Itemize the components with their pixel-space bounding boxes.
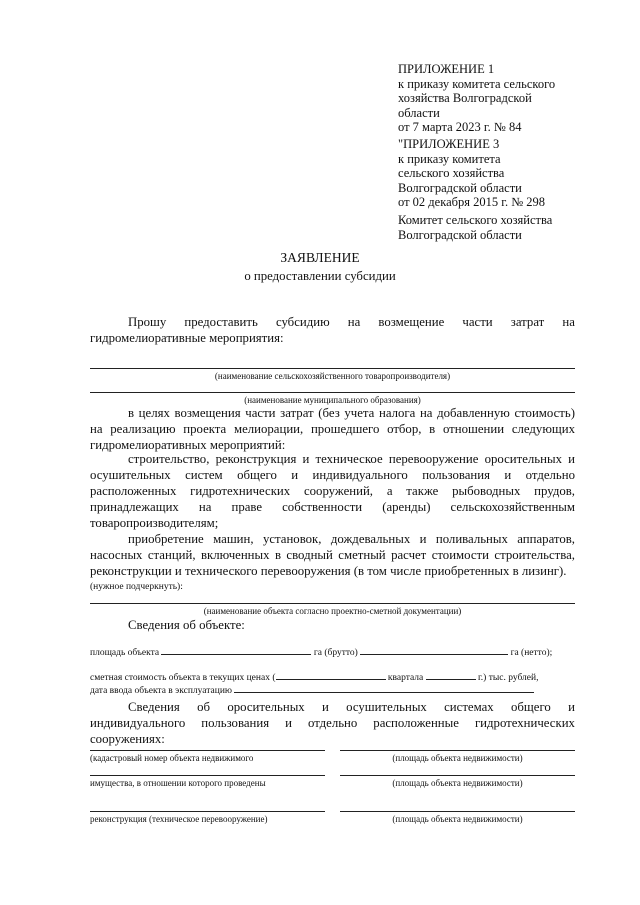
- cadastral-number-field[interactable]: [90, 750, 325, 751]
- cost-row: [90, 670, 575, 683]
- systems-line-1: [128, 699, 575, 715]
- request-word: части: [462, 315, 493, 329]
- appendix-3-line: "ПРИЛОЖЕНИЕ 3: [398, 137, 500, 151]
- area-gross-field[interactable]: [161, 645, 311, 655]
- municipality-field[interactable]: [90, 392, 575, 393]
- appendix-3-block: [398, 137, 545, 210]
- municipality-caption: (наименование муниципального образования): [244, 395, 421, 405]
- cadastral-number-field[interactable]: [90, 775, 325, 776]
- option-line: строительство, реконструкция и техническое перевооружение оросительных и: [128, 452, 575, 466]
- producer-name-field[interactable]: [90, 368, 575, 369]
- request-word: Прошу: [128, 315, 167, 329]
- cost-label: сметная стоимость объекта в текущих ценах (: [90, 673, 276, 683]
- option-line: товаропроизводителям;: [90, 516, 219, 530]
- systems-word: осушительных: [346, 700, 427, 714]
- request-word: на: [562, 315, 575, 329]
- appendix-1-line: от 7 марта 2023 г. № 84: [398, 120, 522, 134]
- cost-date-field[interactable]: [276, 670, 386, 680]
- systems-line-2: [90, 715, 575, 731]
- object-info-title: Сведения об объекте:: [128, 618, 245, 632]
- purpose-paragraph: [90, 405, 575, 453]
- addressee-line: Волгоградской области: [398, 227, 522, 242]
- table-left-caption: имущества, в отношении которого проведены: [90, 778, 266, 788]
- systems-word: об: [197, 700, 211, 714]
- request-word: предоставить: [184, 315, 258, 329]
- cadastral-number-field[interactable]: [90, 811, 325, 812]
- request-word: затрат: [510, 315, 545, 329]
- systems-word: Сведения: [128, 700, 180, 714]
- table-right-caption: (площадь объекта недвижимости): [392, 814, 523, 824]
- cost-unit-label: г.) тыс. рублей,: [477, 673, 539, 683]
- option-construction[interactable]: [90, 451, 575, 531]
- addressee-block: [398, 213, 552, 242]
- cost-quarter-label: квартала: [387, 673, 424, 683]
- option-equipment[interactable]: [90, 531, 575, 579]
- table-right-caption: (площадь объекта недвижимости): [392, 778, 523, 788]
- area-gross-unit: га (брутто): [313, 648, 358, 658]
- systems-word: и: [568, 700, 575, 714]
- systems-word: отдельно: [307, 716, 358, 730]
- systems-word: индивидуального: [90, 716, 186, 730]
- systems-word: и: [322, 700, 329, 714]
- area-row: [90, 645, 575, 658]
- appendix-3-line: к приказу комитета: [398, 151, 501, 166]
- appendix-1-line: области: [398, 105, 440, 120]
- systems-line-3: сооружениях:: [90, 732, 165, 746]
- appendix-1-block: [398, 62, 555, 135]
- request-line-2: гидромелиоративные мероприятия:: [90, 331, 284, 345]
- table-left-caption: (кадастровый номер объекта недвижимого: [90, 753, 254, 763]
- request-word: на: [347, 315, 361, 329]
- property-area-field[interactable]: [340, 775, 575, 776]
- request-word: возмещение: [378, 315, 445, 329]
- commission-date-field[interactable]: [234, 683, 534, 693]
- property-area-field[interactable]: [340, 811, 575, 812]
- systems-word: гидротехнических: [474, 716, 575, 730]
- table-left-caption: реконструкция (техническое перевооружение): [90, 814, 268, 824]
- area-label: площадь объекта: [90, 648, 160, 658]
- appendix-1-line: к приказу комитета сельского: [398, 76, 556, 91]
- appendix-1-line: хозяйства Волгоградской: [398, 91, 532, 105]
- addressee-line: Комитет сельского хозяйства: [398, 213, 553, 227]
- request-word: субсидию: [275, 315, 330, 329]
- commission-label: дата ввода объекта в эксплуатацию: [90, 686, 232, 696]
- systems-word: пользования: [201, 716, 270, 730]
- option-line: принадлежащих на праве собственности (аренды) сельскохозяйственным: [90, 500, 575, 514]
- object-name-field[interactable]: [90, 603, 575, 604]
- commission-row: [90, 683, 575, 696]
- table-right-caption: (площадь объекта недвижимости): [392, 753, 523, 763]
- option-line: реконструкции и технического перевооружения (в том числе приобретенных в лизинг).: [90, 564, 567, 578]
- area-net-unit: га (нетто);: [510, 648, 553, 658]
- systems-word: расположенные: [373, 716, 459, 730]
- cost-quarter-field[interactable]: [426, 670, 476, 680]
- appendix-1-line: ПРИЛОЖЕНИЕ 1: [398, 62, 495, 76]
- appendix-3-line: сельского хозяйства: [398, 166, 505, 180]
- underline-note: (нужное подчеркнуть):: [90, 582, 183, 592]
- purpose-line: гидромелиоративных мероприятий:: [90, 438, 286, 452]
- systems-word: общего: [511, 700, 551, 714]
- area-net-field[interactable]: [360, 645, 508, 655]
- document-title: ЗАЯВЛЕНИЕ: [280, 250, 360, 265]
- systems-word: системах: [444, 700, 494, 714]
- object-caption: (наименование объекта согласно проектно-сметной документации): [203, 606, 462, 616]
- option-line: расположенных гидротехнических сооружений, а также рыбоводных прудов,: [90, 484, 575, 498]
- appendix-3-line: Волгоградской области: [398, 180, 522, 195]
- option-line: осушительных систем общего и индивидуального пользования и отдельно: [90, 468, 575, 482]
- request-line-1: [128, 314, 575, 330]
- purpose-line: в целях возмещения части затрат (без учета налога на добавленную стоимость): [128, 406, 575, 420]
- option-line: приобретение машин, установок, дождевальных и поливальных аппаратов,: [128, 532, 575, 546]
- systems-word: оросительных: [227, 700, 305, 714]
- producer-caption: (наименование сельскохозяйственного товаропроизводителя): [214, 371, 451, 381]
- purpose-line: на реализацию проекта мелиорации, прошедшего отбор, в отношении следующих: [90, 422, 575, 436]
- systems-word: и: [285, 716, 292, 730]
- appendix-3-line: от 02 декабря 2015 г. № 298: [398, 195, 546, 209]
- property-area-field[interactable]: [340, 750, 575, 751]
- document-subtitle: о предоставлении субсидии: [244, 269, 396, 283]
- option-line: насосных станций, включенных в сводный сметный расчет стоимости строительства,: [90, 548, 575, 562]
